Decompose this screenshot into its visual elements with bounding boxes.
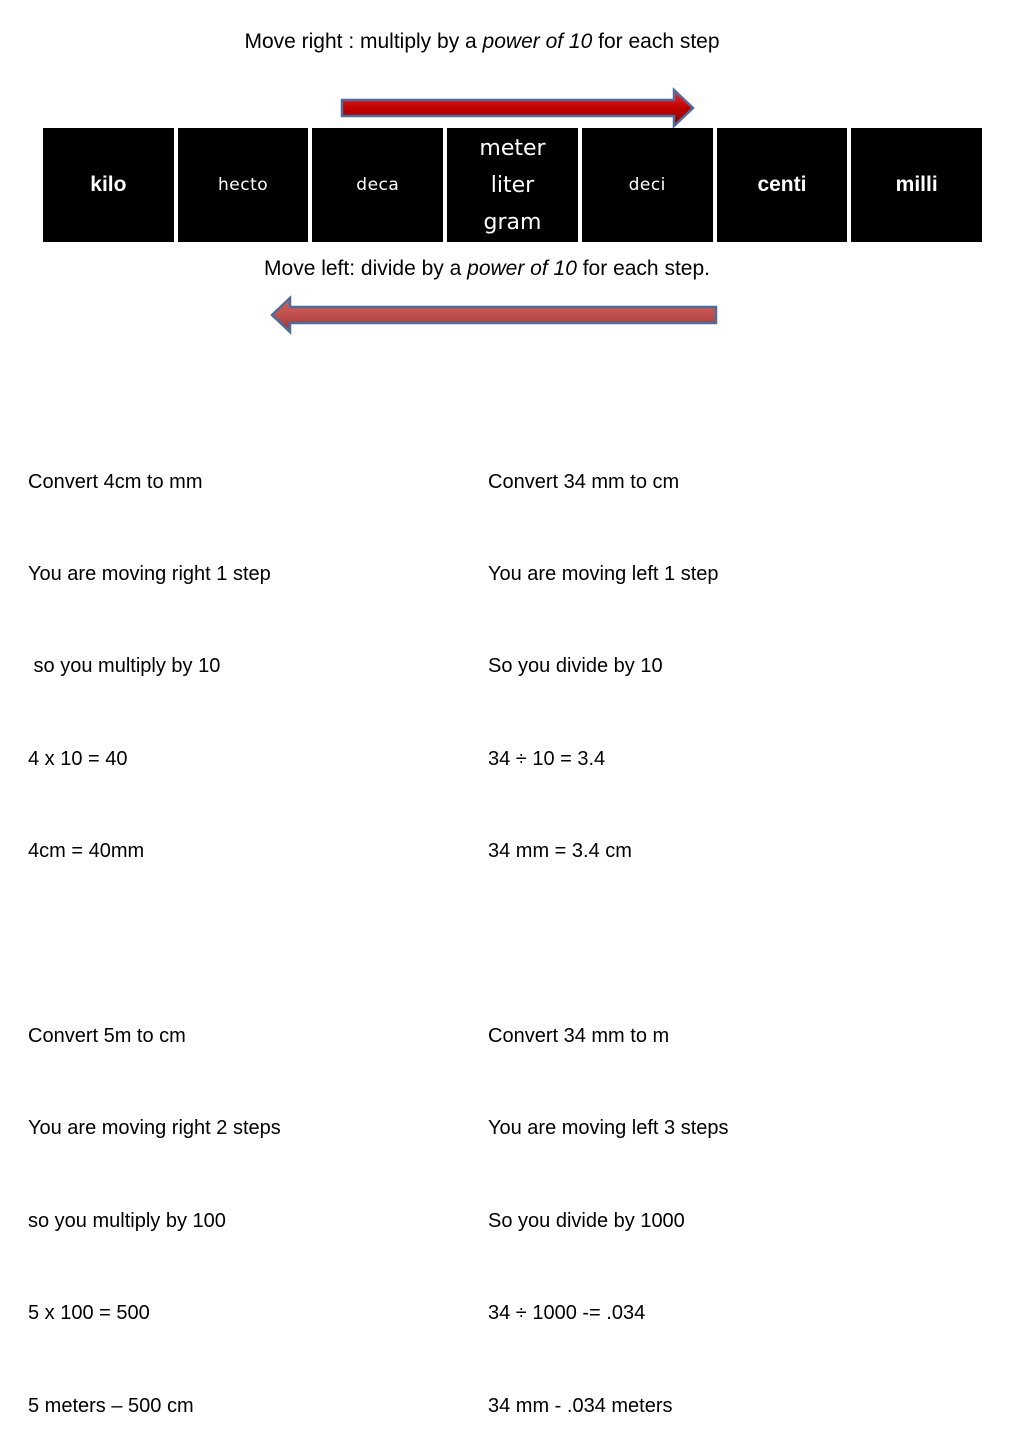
unit-label-deca: deca [356,175,400,195]
example-right-2-line-2: You are moving left 3 steps [488,1117,729,1140]
example-right-1-line-1: Convert 34 mm to cm [488,470,680,493]
unit-cell-base [447,128,578,242]
unit-label-hecto: hecto [218,175,269,195]
unit-label-gram: gram [483,209,542,235]
left-arrow-icon [268,294,720,336]
example-left-2-line-1: Convert 5m to cm [28,1024,186,1047]
unit-cell-deca [312,128,443,242]
unit-cell-hecto [178,128,309,242]
caption-bottom-suffix: for each step. [576,257,710,280]
caption-bottom-emphasis: power of 10 [467,257,577,280]
unit-label-meter: meter [479,135,546,161]
example-right-2-line-4: 34 ÷ 1000 -= .034 [488,1302,646,1325]
caption-top-emphasis: power of 10 [482,30,593,53]
example-left-1-line-3: so you multiply by 10 [28,655,221,678]
unit-label-milli: milli [895,173,938,196]
metric-prefix-table [43,128,982,242]
example-right-1-line-4: 34 ÷ 10 = 3.4 [488,747,606,770]
unit-cell-centi [717,128,848,242]
example-left-1-line-4: 4 x 10 = 40 [28,747,128,770]
example-right-2-line-3: So you divide by 1000 [488,1209,685,1232]
example-left-1-line-1: Convert 4cm to mm [28,470,203,493]
example-left-2-line-2: You are moving right 2 steps [28,1117,281,1140]
example-spacer [28,929,281,960]
example-left-1-line-5: 4cm = 40mm [28,840,145,863]
unit-cell-milli [851,128,982,242]
example-left-2-line-4: 5 x 100 = 500 [28,1302,150,1325]
unit-label-centi: centi [757,173,807,196]
caption-move-right [0,29,994,55]
examples-left-column [28,405,281,1452]
caption-top-suffix: for each step [592,30,720,53]
example-spacer [488,929,729,960]
examples-right-column [488,405,729,1452]
unit-label-liter: liter [490,172,535,198]
right-arrow-icon [338,86,698,130]
example-left-2-line-3: so you multiply by 100 [28,1209,226,1232]
unit-label-deci: deci [628,175,666,195]
unit-label-kilo: kilo [90,173,127,196]
unit-cell-deci [582,128,713,242]
example-right-2-line-1: Convert 34 mm to m [488,1024,670,1047]
right-arrow-shape [342,90,693,126]
unit-cell-kilo [43,128,174,242]
example-right-2-line-5: 34 mm - .034 meters [488,1394,673,1417]
caption-bottom-prefix: Move left: divide by a [264,257,468,280]
example-right-1-line-3: So you divide by 10 [488,655,663,678]
caption-top-prefix: Move right : multiply by a [244,30,483,53]
example-right-1-line-2: You are moving left 1 step [488,562,719,585]
example-right-1-line-5: 34 mm = 3.4 cm [488,840,632,863]
caption-move-left [0,256,999,282]
example-left-2-line-5: 5 meters – 500 cm [28,1394,194,1417]
left-arrow-shape [272,298,716,332]
example-left-1-line-2: You are moving right 1 step [28,562,271,585]
